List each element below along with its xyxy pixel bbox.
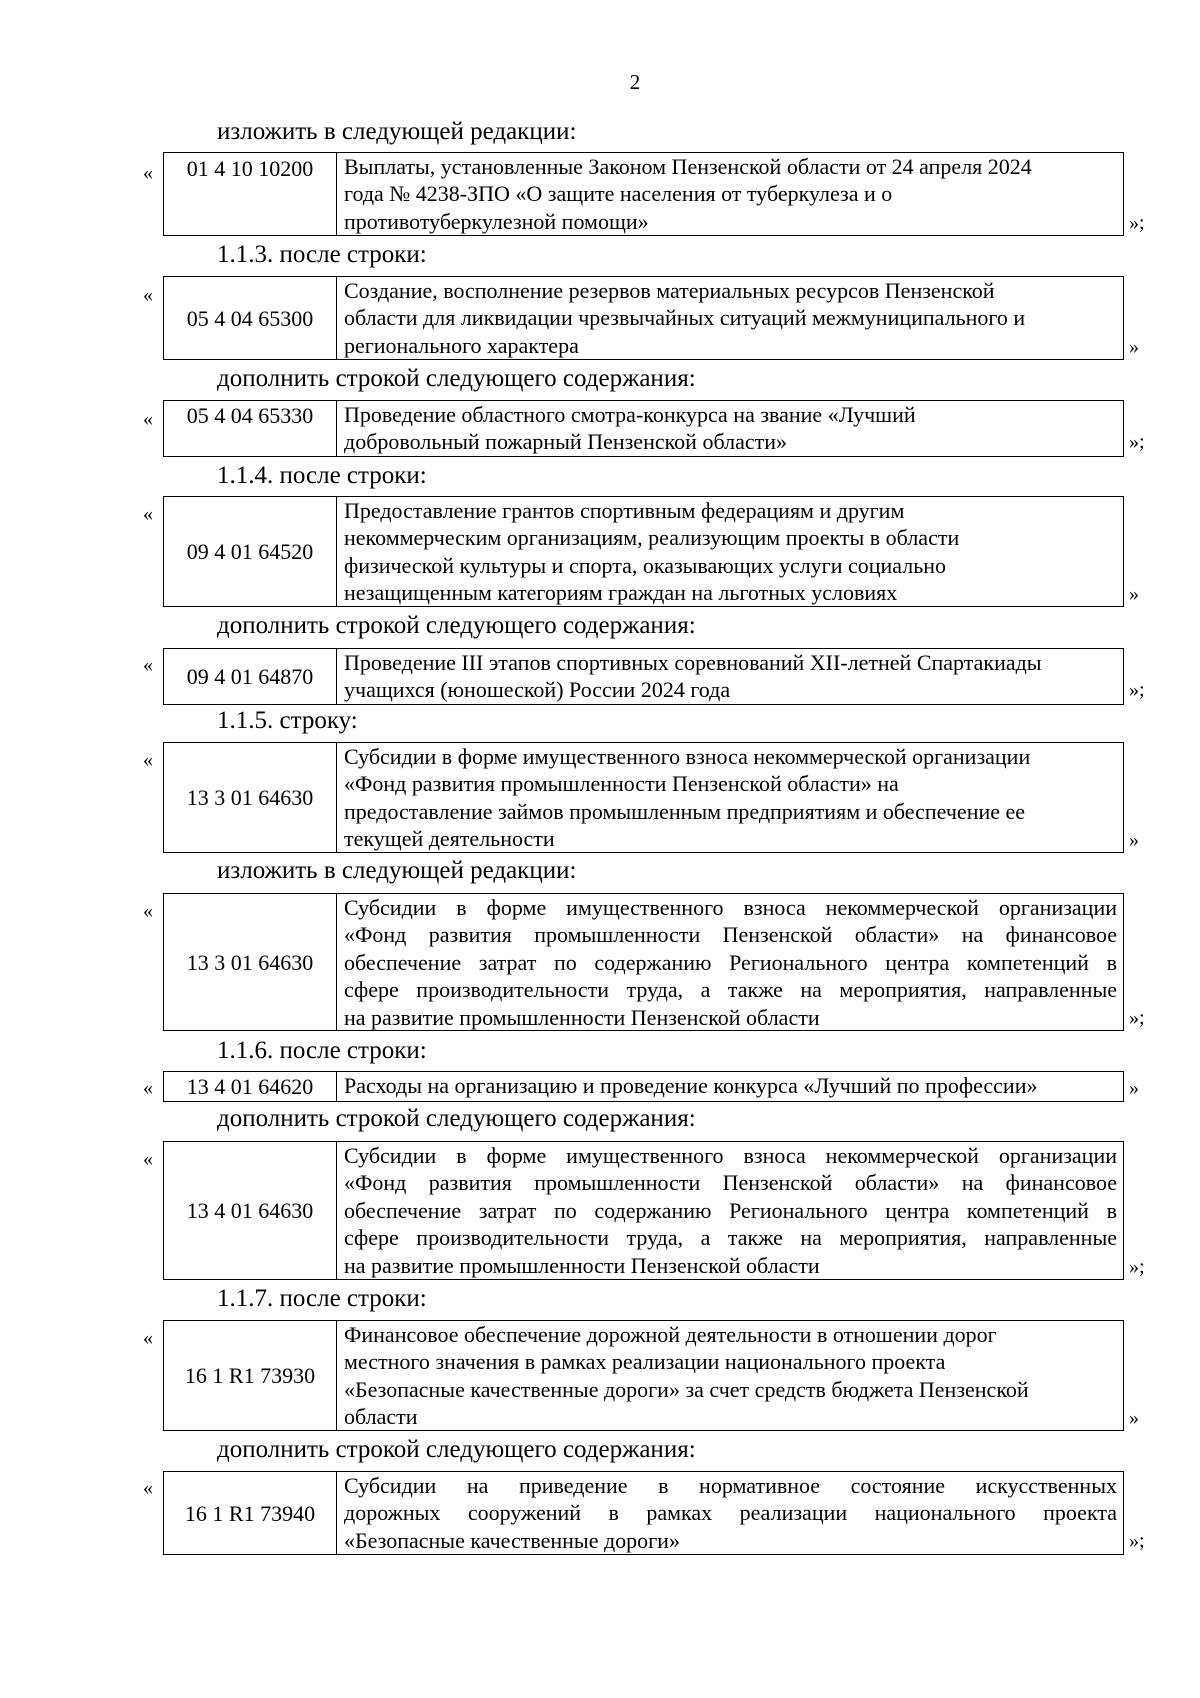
row-code: 13 4 01 64630 [164, 1142, 337, 1279]
quote-close: »; [1129, 1007, 1145, 1029]
row-code: 05 4 04 65300 [164, 277, 337, 359]
quote-open: « [143, 408, 153, 430]
heading-1-1-3: 1.1.3. после строки: [217, 241, 427, 268]
heading-add-4: дополнить строкой следующего содержания: [217, 1436, 696, 1463]
table-row [163, 152, 1124, 236]
row-code: 13 3 01 64630 [164, 894, 337, 1030]
row-code: 09 4 01 64870 [164, 649, 337, 704]
quote-open: « [143, 1477, 153, 1499]
row-description: Расходы на организацию и проведение конкурса «Лучший по профессии» [344, 1073, 1038, 1098]
quote-close: » [1129, 336, 1139, 358]
quote-close: »; [1129, 1256, 1145, 1278]
table-row [163, 1141, 1124, 1280]
row-description: Субсидии на приведение в нормативное состояние искусственных дорожных сооружений в рамках реализации национального проекта «Безопасные качественные дороги» [344, 1473, 1117, 1553]
heading-add-3: дополнить строкой следующего содержания: [217, 1105, 696, 1132]
row-code: 13 3 01 64630 [164, 743, 337, 852]
quote-open: « [143, 503, 153, 525]
row-description: Создание, восполнение резервов материальных ресурсов Пензенской области для ликвидации чрезвычайных ситуаций межмуниципального и регионального характера [344, 278, 1026, 358]
table-row [163, 276, 1124, 360]
row-description: Финансовое обеспечение дорожной деятельности в отношении дорог местного значения в рамках реализации национального проекта «Безопасные качественные дороги» за счет средств бюджета Пензенской области [344, 1322, 1029, 1430]
row-code: 13 4 01 64620 [164, 1072, 337, 1101]
quote-open: « [143, 1327, 153, 1349]
heading-1-1-5: 1.1.5. строку: [217, 707, 358, 734]
table-row [163, 496, 1124, 607]
quote-close: » [1129, 1407, 1139, 1429]
table-row [163, 742, 1124, 853]
quote-open: « [143, 900, 153, 922]
page-number: 2 [629, 70, 641, 94]
row-code: 16 1 R1 73930 [164, 1321, 337, 1430]
quote-close: »; [1129, 431, 1145, 453]
quote-close: » [1129, 583, 1139, 605]
row-code: 05 4 04 65330 [164, 401, 337, 456]
table-row [163, 893, 1124, 1031]
row-description: Проведение областного смотра-конкурса на звание «Лучший добровольный пожарный Пензенской области» [344, 402, 916, 455]
table-row [163, 1471, 1124, 1555]
heading-edit-1: изложить в следующей редакции: [217, 118, 577, 145]
row-description: Субсидии в форме имущественного взноса некоммерческой организации «Фонд развития промышленности Пензенской области» на финансовое обеспечение затрат по содержанию Регионального центра компетенций в сфере производительности труда, а также на мероприятия, направленные на развитие промышленности Пензенской области [344, 1143, 1117, 1278]
quote-open: « [143, 284, 153, 306]
quote-close: »; [1129, 212, 1145, 234]
heading-1-1-6: 1.1.6. после строки: [217, 1037, 427, 1064]
table-row [163, 1071, 1124, 1102]
quote-close: » [1129, 1077, 1139, 1099]
row-description: Субсидии в форме имущественного взноса некоммерческой организации «Фонд развития промышленности Пензенской области» на финансовое обеспечение затрат по содержанию Регионального центра компетенций в сфере производительности труда, а также на мероприятия, направленные на развитие промышленности Пензенской области [344, 895, 1117, 1030]
heading-add-2: дополнить строкой следующего содержания: [217, 612, 696, 639]
quote-open: « [143, 749, 153, 771]
row-code: 16 1 R1 73940 [164, 1472, 337, 1554]
quote-open: « [143, 1077, 153, 1099]
row-description: Субсидии в форме имущественного взноса некоммерческой организации «Фонд развития промышленности Пензенской области» на предоставление займов промышленным предприятиям и обеспечение ее текущей деятельности [344, 744, 1031, 852]
row-code: 01 4 10 10200 [164, 153, 337, 235]
quote-open: « [143, 162, 153, 184]
quote-close: »; [1129, 679, 1145, 701]
row-code: 09 4 01 64520 [164, 497, 337, 606]
heading-1-1-4: 1.1.4. после строки: [217, 462, 427, 489]
quote-close: »; [1129, 1530, 1145, 1552]
quote-open: « [143, 654, 153, 676]
quote-close: » [1129, 829, 1139, 851]
heading-edit-2: изложить в следующей редакции: [217, 857, 577, 884]
quote-open: « [143, 1148, 153, 1170]
row-description: Проведение III этапов спортивных соревнований XII-летней Спартакиады учащихся (юношеской) России 2024 года [344, 650, 1042, 703]
row-description: Предоставление грантов спортивным федерациям и другим некоммерческим организациям, реализующим проекты в области физической культуры и спорта, оказывающих услуги социально незащищенным категориям граждан на льготных условиях [344, 498, 960, 606]
table-row [163, 1320, 1124, 1431]
table-row [163, 648, 1124, 705]
row-description: Выплаты, установленные Законом Пензенской области от 24 апреля 2024 года № 4238-ЗПО «О защите населения от туберкулеза и о противотуберкулезной помощи» [344, 154, 1032, 234]
heading-add-1: дополнить строкой следующего содержания: [217, 365, 696, 392]
heading-1-1-7: 1.1.7. после строки: [217, 1285, 427, 1312]
table-row [163, 400, 1124, 457]
